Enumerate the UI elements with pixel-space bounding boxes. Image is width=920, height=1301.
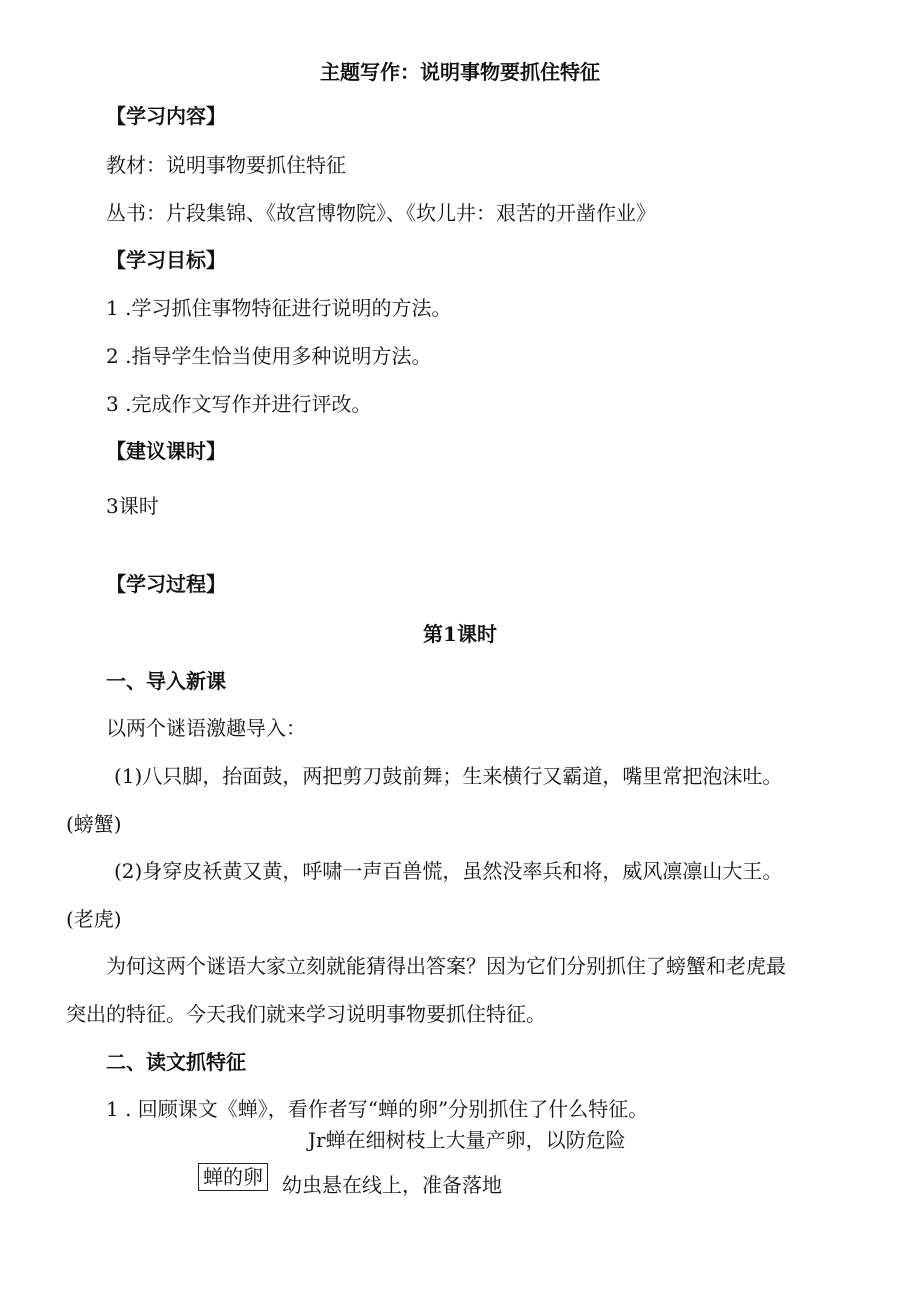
heading-learning-goals: 【学习目标】 (106, 248, 226, 272)
diagram-branch-1: Jr蝉在细树枝上大量产卵，以防危险 (308, 1128, 626, 1152)
diagram-box-label: 蝉的卵 (198, 1163, 268, 1191)
heading-suggested-hours: 【建议课时】 (106, 439, 226, 463)
goal-item-2: 2 .指导学生恰当使用多种说明方法。 (106, 344, 432, 368)
explanation-line-2: 突出的特征。今天我们就来学习说明事物要抓住特征。 (66, 1002, 546, 1026)
intro-line: 以两个谜语激趣导入： (106, 716, 306, 740)
review-line: 1 . 回顾课文《蝉》，看作者写“蝉的卵”分别抓住了什么特征。 (106, 1097, 649, 1121)
page-title: 主题写作：说明事物要抓住特征 (320, 60, 600, 84)
diagram-branch-2: 幼虫悬在线上，准备落地 (282, 1173, 502, 1197)
riddle-1-answer: (螃蟹) (66, 812, 122, 836)
lesson-title: 第1课时 (423, 622, 497, 646)
part-1-heading: 一、导入新课 (106, 669, 226, 693)
riddle-2: (2)身穿皮袄黄又黄，呼啸一声百兽慌，虽然没率兵和将，威风凛凛山大王。 (114, 859, 783, 883)
part-2-heading: 二、读文抓特征 (106, 1050, 246, 1074)
hours-value: 3课时 (106, 494, 159, 518)
heading-learning-content: 【学习内容】 (106, 104, 226, 128)
goal-item-1: 1 .学习抓住事物特征进行说明的方法。 (106, 296, 452, 320)
riddle-1: (1)八只脚，抬面鼓，两把剪刀鼓前舞；生来横行又霸道，嘴里常把泡沫吐。 (114, 764, 783, 788)
goal-item-3: 3 .完成作文写作并进行评改。 (106, 392, 372, 416)
explanation-line-1: 为何这两个谜语大家立刻就能猜得出答案？因为它们分别抓住了螃蟹和老虎最 (106, 954, 786, 978)
textbook-line: 教材：说明事物要抓住特征 (106, 153, 346, 177)
diagram-root (198, 1163, 268, 1191)
riddle-2-answer: (老虎) (66, 907, 122, 931)
series-line: 丛书：片段集锦、《故宫博物院》、《坎儿井：艰苦的开凿作业》 (106, 201, 656, 225)
heading-learning-process: 【学习过程】 (106, 572, 226, 596)
